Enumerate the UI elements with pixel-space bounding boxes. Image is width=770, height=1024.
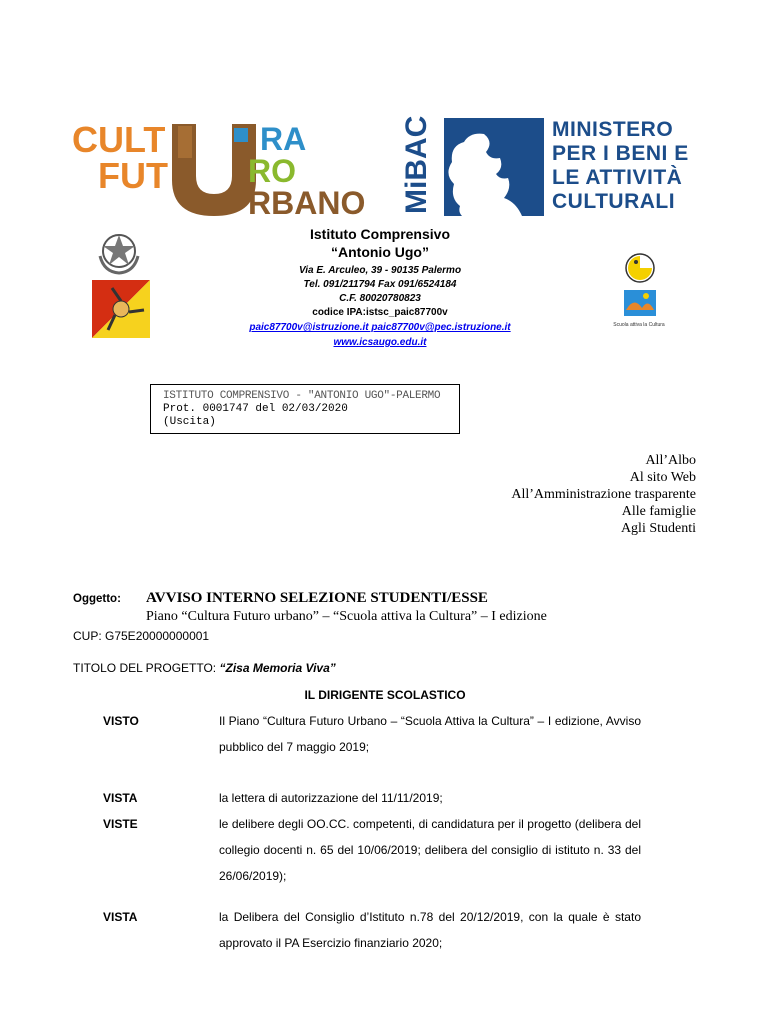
school-subtitle: “Antonio Ugo” (331, 244, 429, 260)
subject-label: Oggetto: (73, 593, 121, 605)
school-website-link[interactable]: www.icsaugo.edu.it (333, 337, 427, 348)
school-phone: Tel. 091/211794 Fax 091/6524184 (303, 279, 457, 290)
svg-text:RBANO: RBANO (248, 185, 366, 221)
clause-label: VISTO (103, 714, 139, 728)
recipient: All’Albo (645, 453, 696, 468)
recipient: Alle famiglie (621, 504, 696, 519)
mibac-line: PER I BENI E (552, 142, 689, 165)
clause-text: la Delibera del Consiglio d’Istituto n.78 del 20/12/2019, con la quale è stato approvato il PA Esercizio finanziario 2020; (219, 910, 641, 950)
mibac-line: CULTURALI (552, 190, 676, 213)
school-ipa-code: codice IPA:istsc_paic87700v (312, 307, 448, 318)
recipients-list (440, 452, 696, 537)
school-address: Via E. Arculeo, 39 - 90135 Palermo (298, 265, 462, 276)
subject-subtitle: Piano “Cultura Futuro urbano” – “Scuola attiva la Cultura” – I edizione (146, 609, 547, 624)
clause-text: le delibere degli OO.CC. competenti, di candidatura per il progetto (delibera del collegio docenti n. 65 del 10/06/2019; delibera del consiglio di istituto n. 33 del 26/06/2019); (219, 817, 641, 883)
clause-text: Il Piano “Cultura Futuro Urbano – “Scuola Attiva la Cultura” – I edizione, Avviso pubblico del 7 maggio 2019; (219, 714, 641, 754)
scuola-attiva-cultura-logo (616, 250, 666, 322)
svg-text:RA: RA (260, 121, 307, 157)
project-title (73, 661, 336, 675)
mibac-line: LE ATTIVITÀ (552, 166, 683, 189)
mibac-logo (400, 115, 544, 216)
sicily-region-flag (92, 280, 150, 338)
subject-title: AVVISO INTERNO SELEZIONE STUDENTI/ESSE (146, 590, 488, 606)
dirigente-heading: IL DIRIGENTE SCOLASTICO (304, 688, 466, 702)
stamp-protocol-number: Prot. 0001747 del 02/03/2020 (163, 403, 348, 415)
mibac-wordmark (552, 118, 702, 214)
stamp-institute: ISTITUTO COMPRENSIVO - "ANTONIO UGO"-PALERMO (163, 390, 441, 402)
stamp-direction: (Uscita) (163, 416, 216, 428)
clause-label: VISTA (103, 791, 138, 805)
svg-text:CULT: CULT (72, 119, 166, 160)
school-name: Istituto Comprensivo (309, 226, 450, 242)
cup-code: CUP: G75E20000000001 (73, 629, 210, 643)
school-email-links[interactable]: paic87700v@istruzione.it paic87700v@pec.istruzione.it (249, 322, 511, 333)
clause-label: VISTE (103, 817, 138, 831)
recipient: All’Amministrazione trasparente (511, 487, 696, 502)
protocol-stamp (150, 384, 460, 434)
school-tax-code: C.F. 80020780823 (339, 293, 421, 304)
svg-text:RO: RO (248, 153, 296, 189)
italian-republic-emblem (94, 226, 144, 276)
recipient: Al sito Web (629, 470, 696, 485)
clause-label: VISTA (103, 910, 138, 924)
recipient: Agli Studenti (620, 521, 696, 536)
mibac-line: MINISTERO (552, 118, 674, 141)
clause-text: la lettera di autorizzazione del 11/11/2019; (219, 791, 443, 805)
svg-text:FUT: FUT (98, 155, 168, 196)
project-name: “Zisa Memoria Viva” (219, 661, 336, 675)
project-title-label: TITOLO DEL PROGETTO: (73, 661, 217, 675)
svg-text:MiBAC: MiBAC (400, 115, 433, 214)
school-logo-caption: Scuola attiva la Cultura (613, 322, 665, 328)
cultura-futuro-urbano-logo (72, 118, 402, 221)
